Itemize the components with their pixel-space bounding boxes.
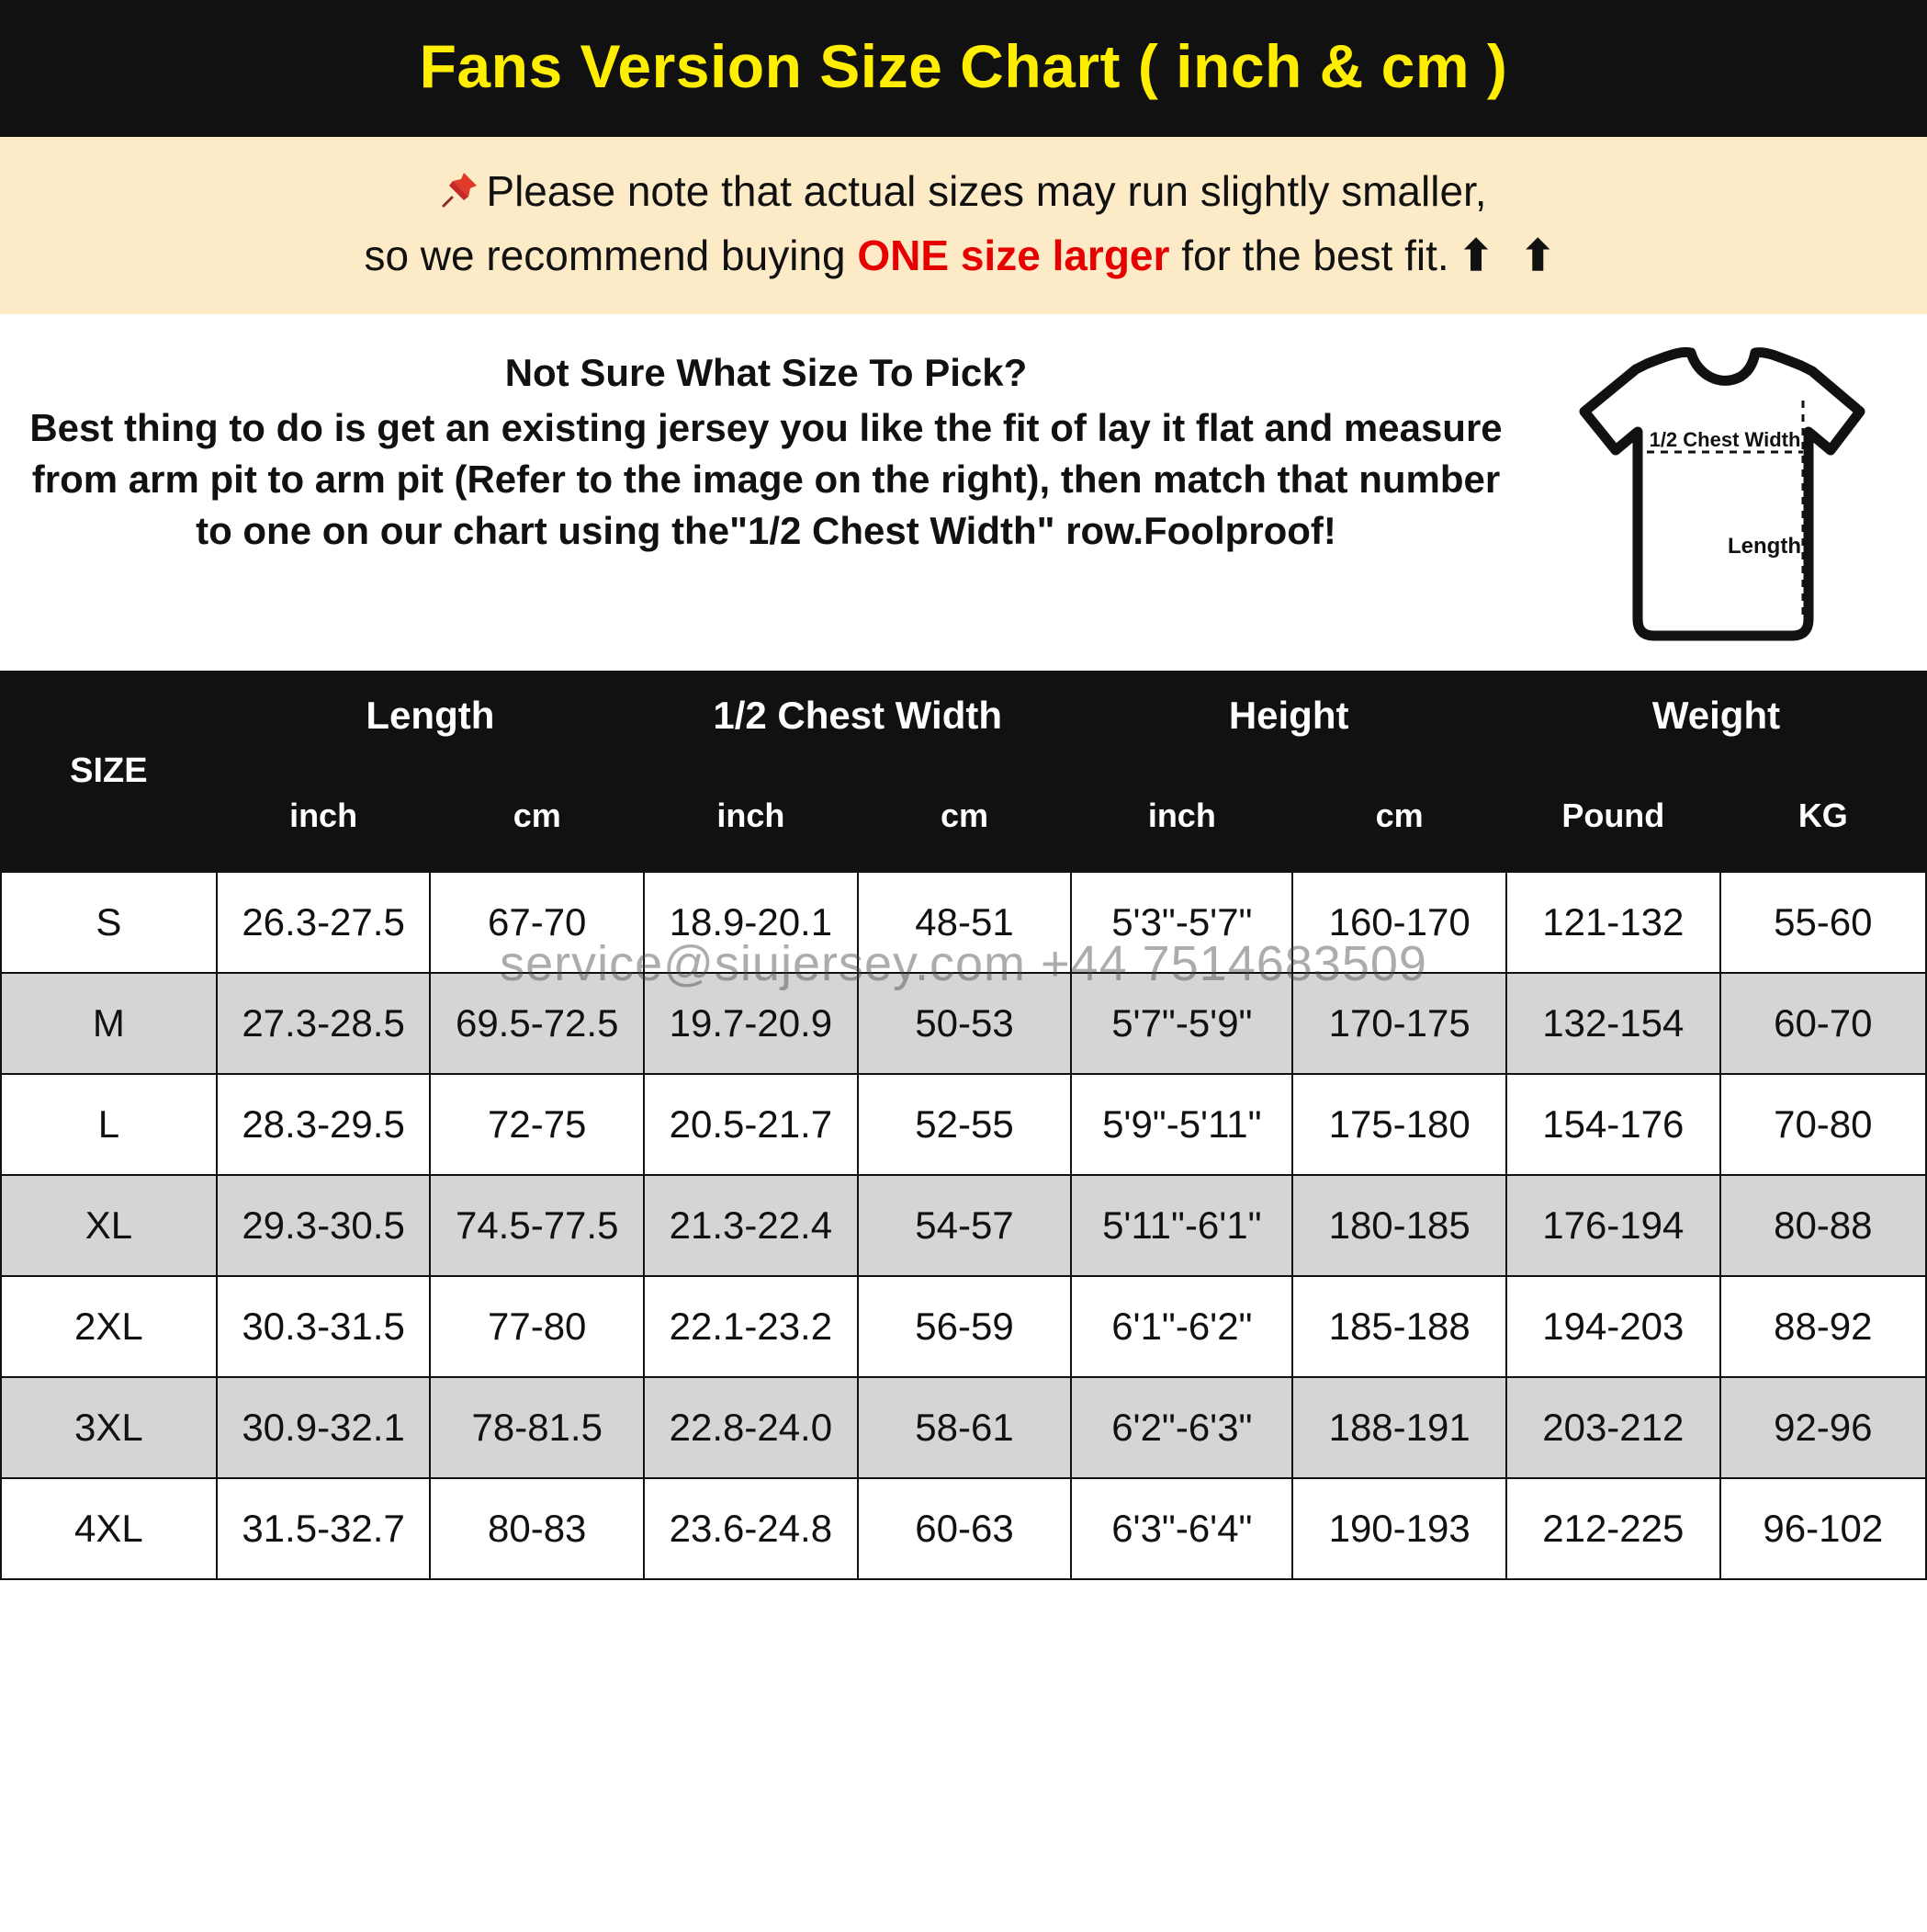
table-row [1,973,1926,1074]
cell-chest-cm: 52-55 [858,1074,1072,1175]
sizing-help-question: Not Sure What Size To Pick? [504,350,1028,394]
cell-length-cm: 67-70 [430,872,644,973]
cell-chest-cm: 58-61 [858,1377,1072,1478]
cell-length-cm: 74.5-77.5 [430,1175,644,1276]
cell-length-cm: 77-80 [430,1276,644,1377]
cell-chest-cm: 60-63 [858,1478,1072,1579]
table-unit-header-row [1,760,1926,872]
header-unit-chest-inch: inch [644,760,858,872]
cell-height-inch: 5'9"-5'11" [1071,1074,1292,1175]
cell-size: 2XL [1,1276,217,1377]
cell-height-inch: 5'11"-6'1" [1071,1175,1292,1276]
table-group-header-row [1,672,1926,760]
cell-length-inch: 27.3-28.5 [217,973,431,1074]
cell-length-inch: 26.3-27.5 [217,872,431,973]
cell-weight-kg: 80-88 [1720,1175,1926,1276]
cell-length-cm: 72-75 [430,1074,644,1175]
header-size: SIZE [1,672,217,872]
note-emphasis: ONE size larger [857,232,1170,280]
cell-chest-inch: 21.3-22.4 [644,1175,858,1276]
cell-height-inch: 6'2"-6'3" [1071,1377,1292,1478]
cell-size: XL [1,1175,217,1276]
cell-weight-pound: 154-176 [1506,1074,1720,1175]
cell-weight-pound: 194-203 [1506,1276,1720,1377]
cell-length-cm: 69.5-72.5 [430,973,644,1074]
cell-height-cm: 190-193 [1292,1478,1506,1579]
cell-height-cm: 180-185 [1292,1175,1506,1276]
table-row [1,1478,1926,1579]
table-row [1,1175,1926,1276]
header-group-height: Height [1071,672,1506,760]
cell-chest-inch: 19.7-20.9 [644,973,858,1074]
cell-height-cm: 160-170 [1292,872,1506,973]
cell-length-inch: 29.3-30.5 [217,1175,431,1276]
header-unit-weight-pound: Pound [1506,760,1720,872]
cell-chest-cm: 56-59 [858,1276,1072,1377]
cell-chest-inch: 23.6-24.8 [644,1478,858,1579]
size-note-banner [0,137,1927,314]
cell-height-cm: 188-191 [1292,1377,1506,1478]
cell-height-inch: 6'1"-6'2" [1071,1276,1292,1377]
page-title: Fans Version Size Chart ( inch & cm ) [419,32,1508,100]
table-row [1,1377,1926,1478]
table-head [1,672,1926,872]
cell-weight-kg: 70-80 [1720,1074,1926,1175]
cell-size: 4XL [1,1478,217,1579]
table-row [1,1276,1926,1377]
sizing-help-text [9,334,1523,556]
cell-weight-pound: 132-154 [1506,973,1720,1074]
cell-height-cm: 175-180 [1292,1074,1506,1175]
sizing-help-body: Best thing to do is get an existing jersey you like the fit of lay it flat and measure from arm pit to arm pit (Refer to the image on the right), then match that number to one on our chart using the"1/2 Chest Width" row.Foolproof! [29,405,1503,552]
cell-chest-inch: 18.9-20.1 [644,872,858,973]
cell-length-cm: 80-83 [430,1478,644,1579]
cell-weight-kg: 92-96 [1720,1377,1926,1478]
cell-weight-pound: 212-225 [1506,1478,1720,1579]
cell-length-cm: 78-81.5 [430,1377,644,1478]
header-unit-length-cm: cm [430,760,644,872]
header-unit-height-inch: inch [1071,760,1292,872]
cell-height-inch: 5'3"-5'7" [1071,872,1292,973]
sizing-help-section [0,314,1927,671]
cell-length-inch: 31.5-32.7 [217,1478,431,1579]
cell-weight-pound: 121-132 [1506,872,1720,973]
header-group-weight: Weight [1506,672,1926,760]
cell-size: 3XL [1,1377,217,1478]
tshirt-diagram-wrap [1523,334,1918,656]
header-unit-weight-kg: KG [1720,760,1926,872]
table-row [1,872,1926,973]
header-group-length: Length [217,672,644,760]
cell-chest-cm: 48-51 [858,872,1072,973]
length-label: Length [1728,533,1801,559]
cell-chest-inch: 20.5-21.7 [644,1074,858,1175]
note-text-2-suffix: for the best fit. [1169,232,1449,280]
header-unit-height-cm: cm [1292,760,1506,872]
cell-weight-pound: 176-194 [1506,1175,1720,1276]
header-bar [0,0,1927,137]
cell-length-inch: 28.3-29.5 [217,1074,431,1175]
note-text-2-prefix: so we recommend buying [364,232,858,280]
cell-height-cm: 170-175 [1292,973,1506,1074]
cell-chest-cm: 50-53 [858,973,1072,1074]
cell-length-inch: 30.3-31.5 [217,1276,431,1377]
cell-height-inch: 6'3"-6'4" [1071,1478,1292,1579]
cell-height-inch: 5'7"-5'9" [1071,973,1292,1074]
cell-size: L [1,1074,217,1175]
pushpin-icon [440,164,480,226]
contact-watermark: service@siujersey.com +44 7514683509 [500,936,1427,991]
header-unit-chest-cm: cm [858,760,1072,872]
note-line-1 [37,161,1890,226]
cell-size: M [1,973,217,1074]
table-row [1,1074,1926,1175]
cell-chest-inch: 22.8-24.0 [644,1377,858,1478]
size-chart-table [0,671,1927,1580]
cell-weight-kg: 60-70 [1720,973,1926,1074]
header-group-chest-width: 1/2 Chest Width [644,672,1071,760]
header-unit-length-inch: inch [217,760,431,872]
cell-chest-cm: 54-57 [858,1175,1072,1276]
cell-size: S [1,872,217,973]
cell-weight-kg: 96-102 [1720,1478,1926,1579]
tshirt-measure-diagram [1537,344,1904,656]
chest-width-label: 1/2 Chest Width [1649,427,1801,451]
cell-height-cm: 185-188 [1292,1276,1506,1377]
cell-weight-pound: 203-212 [1506,1377,1720,1478]
table-body [1,872,1926,1579]
cell-chest-inch: 22.1-23.2 [644,1276,858,1377]
cell-length-inch: 30.9-32.1 [217,1377,431,1478]
note-line-2 [37,225,1890,287]
up-arrow-icon: ⬆ ⬆ [1458,232,1563,280]
cell-weight-kg: 88-92 [1720,1276,1926,1377]
note-text-1: Please note that actual sizes may run slightly smaller, [486,166,1487,215]
cell-weight-kg: 55-60 [1720,872,1926,973]
